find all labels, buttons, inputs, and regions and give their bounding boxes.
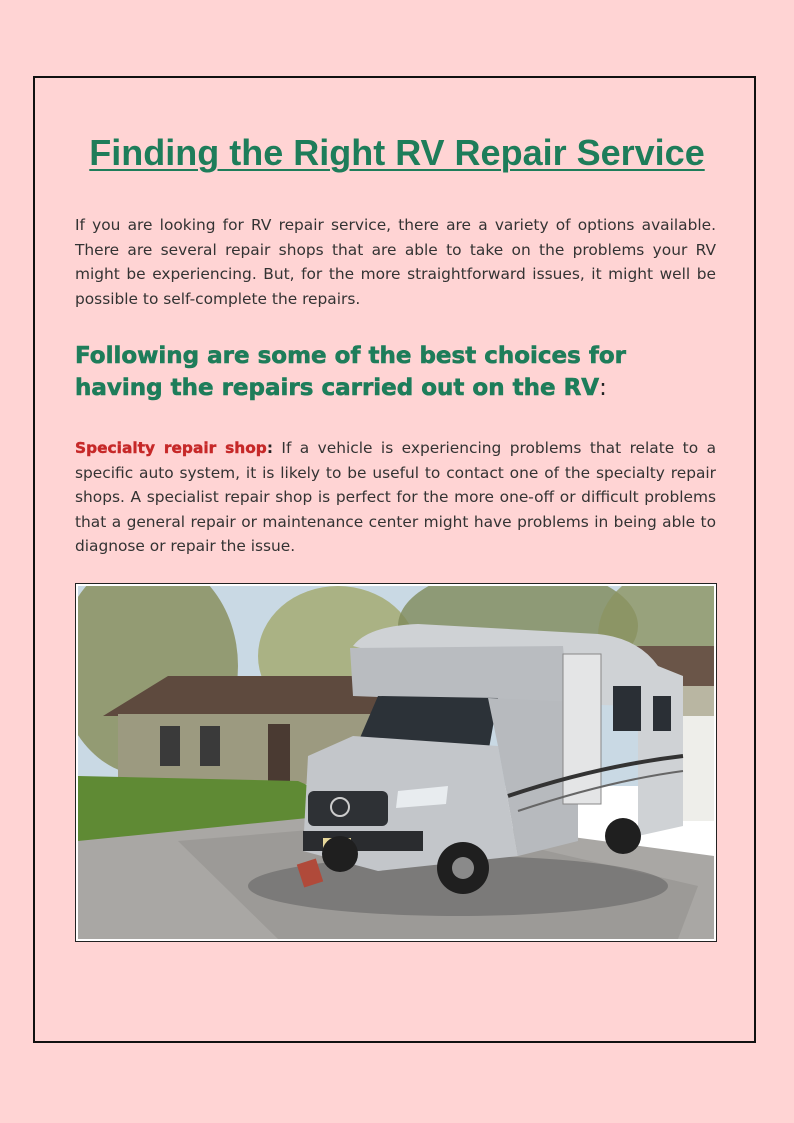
section-subheading [75, 340, 716, 404]
rv-photo-frame [75, 583, 717, 942]
specialty-lead-colon: : [266, 439, 273, 457]
subheading-text: Following are some of the best choices for having the repairs carried out on the RV [75, 343, 626, 401]
specialty-body: If a vehicle is experiencing problems that relate to a specific auto system, it is likely to be useful to contact one of the specialty repair shops. A specialist repair shop is perfect for the more one-off or difficult problems that a general repair or maintenance center might have problems in being able to diagnose or repair the issue. [75, 439, 716, 556]
rv-photo [78, 586, 714, 939]
specialty-paragraph [75, 436, 716, 559]
specialty-lead: Specialty repair shop [75, 439, 267, 457]
document-title: Finding the Right RV Repair Service [89, 132, 705, 173]
intro-paragraph: If you are looking for RV repair service, there are a variety of options available. There are several repair shops that are able to take on the problems your RV might be experiencing. But, for the more straightforward issues, it might well be possible to self-complete the repairs. [75, 216, 716, 308]
subheading-colon: : [599, 375, 607, 401]
